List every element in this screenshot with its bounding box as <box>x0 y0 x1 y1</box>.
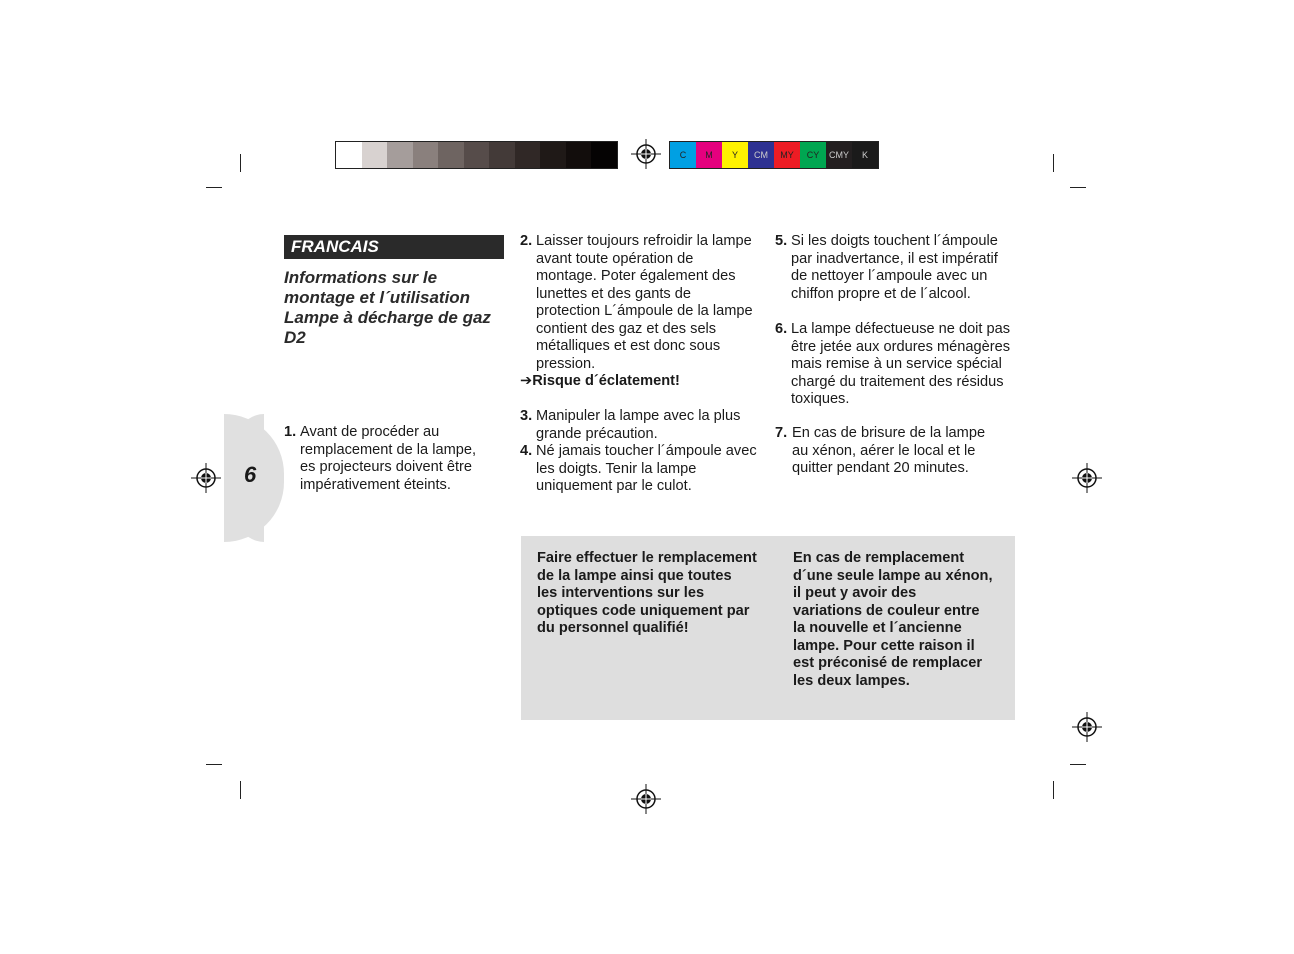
list-item: 6. La lampe défectueuse ne doit pas être jetée aux ordures ménagères mais remise à un service spécial chargé du traitement des résidus toxiques. <box>775 321 1011 407</box>
color-calibration-bar <box>669 141 879 169</box>
gray-swatch <box>438 142 464 168</box>
list-item: 5. Si les doigts touchent l´ámpoule par inadvertance, il est impératif de nettoyer l´ampoule avec un chiffon propre et de l´alcool. <box>775 233 998 302</box>
list-item: 3. Manipuler la lampe avec la plus grande précaution. <box>520 408 741 442</box>
crop-mark <box>1053 781 1054 799</box>
list-item: 7. En cas de brisure de la lampe au xénon, aérer le local et le quitter pendant 20 minutes. <box>775 425 986 476</box>
list-item: 4. Né jamais toucher l´ámpoule avec les doigts. Tenir la lampe uniquement par le culot. <box>520 443 757 494</box>
crop-mark <box>240 154 241 172</box>
gray-swatch <box>336 142 362 168</box>
color-swatch: K <box>852 142 878 168</box>
crop-mark <box>240 781 241 799</box>
crop-mark <box>1070 764 1086 765</box>
gray-swatch <box>489 142 515 168</box>
grayscale-calibration-bar <box>335 141 618 169</box>
document-title: Informations sur le montage et l´utilisation Lampe à décharge de gaz D2 <box>284 268 491 347</box>
registration-mark-icon <box>191 463 221 493</box>
color-swatch: Y <box>722 142 748 168</box>
list-item: 2. Laisser toujours refroidir la lampe avant toute opération de montage. Poter également des lunettes et des gants de protection L´ámpoule de la lampe contient des gaz et des sels métalliques et est donc sous pression. <box>520 233 753 372</box>
color-swatch: C <box>670 142 696 168</box>
note-replace-both-lamps: En cas de remplacement d´une seule lampe au xénon, il peut y avoir des variations de couleur entre la nouvelle et l´ancienne lampe. Pour cette raison il est préconisé de remplacer les deux lampes. <box>793 550 993 689</box>
gray-swatch <box>515 142 541 168</box>
color-swatch: M <box>696 142 722 168</box>
page-number: 6 <box>244 462 257 487</box>
note-qualified-personnel: Faire effectuer le remplacement de la lampe ainsi que toutes les interventions sur les optiques code uniquement par du personnel qualifié! <box>537 550 757 636</box>
crop-mark <box>1070 187 1086 188</box>
color-swatch: CY <box>800 142 826 168</box>
gray-swatch <box>413 142 439 168</box>
gray-swatch <box>566 142 592 168</box>
language-header: FRANCAIS <box>284 235 504 259</box>
crop-mark <box>206 764 222 765</box>
registration-mark-icon <box>631 139 661 169</box>
registration-mark-icon <box>631 784 661 814</box>
gray-swatch <box>464 142 490 168</box>
registration-mark-icon <box>1072 463 1102 493</box>
color-swatch: MY <box>774 142 800 168</box>
gray-swatch <box>540 142 566 168</box>
gray-swatch <box>387 142 413 168</box>
color-swatch: CMY <box>826 142 852 168</box>
gray-swatch <box>362 142 388 168</box>
warning-text: ➔Risque d´éclatement! <box>520 373 680 389</box>
arrow-right-icon: ➔ <box>520 373 533 389</box>
crop-mark <box>206 187 222 188</box>
gray-swatch <box>591 142 617 168</box>
registration-mark-icon <box>1072 712 1102 742</box>
list-item: 1. Avant de procéder au remplacement de la lampe, es projecteurs doivent être impérativement éteints. <box>284 424 477 493</box>
crop-mark <box>1053 154 1054 172</box>
color-swatch: CM <box>748 142 774 168</box>
